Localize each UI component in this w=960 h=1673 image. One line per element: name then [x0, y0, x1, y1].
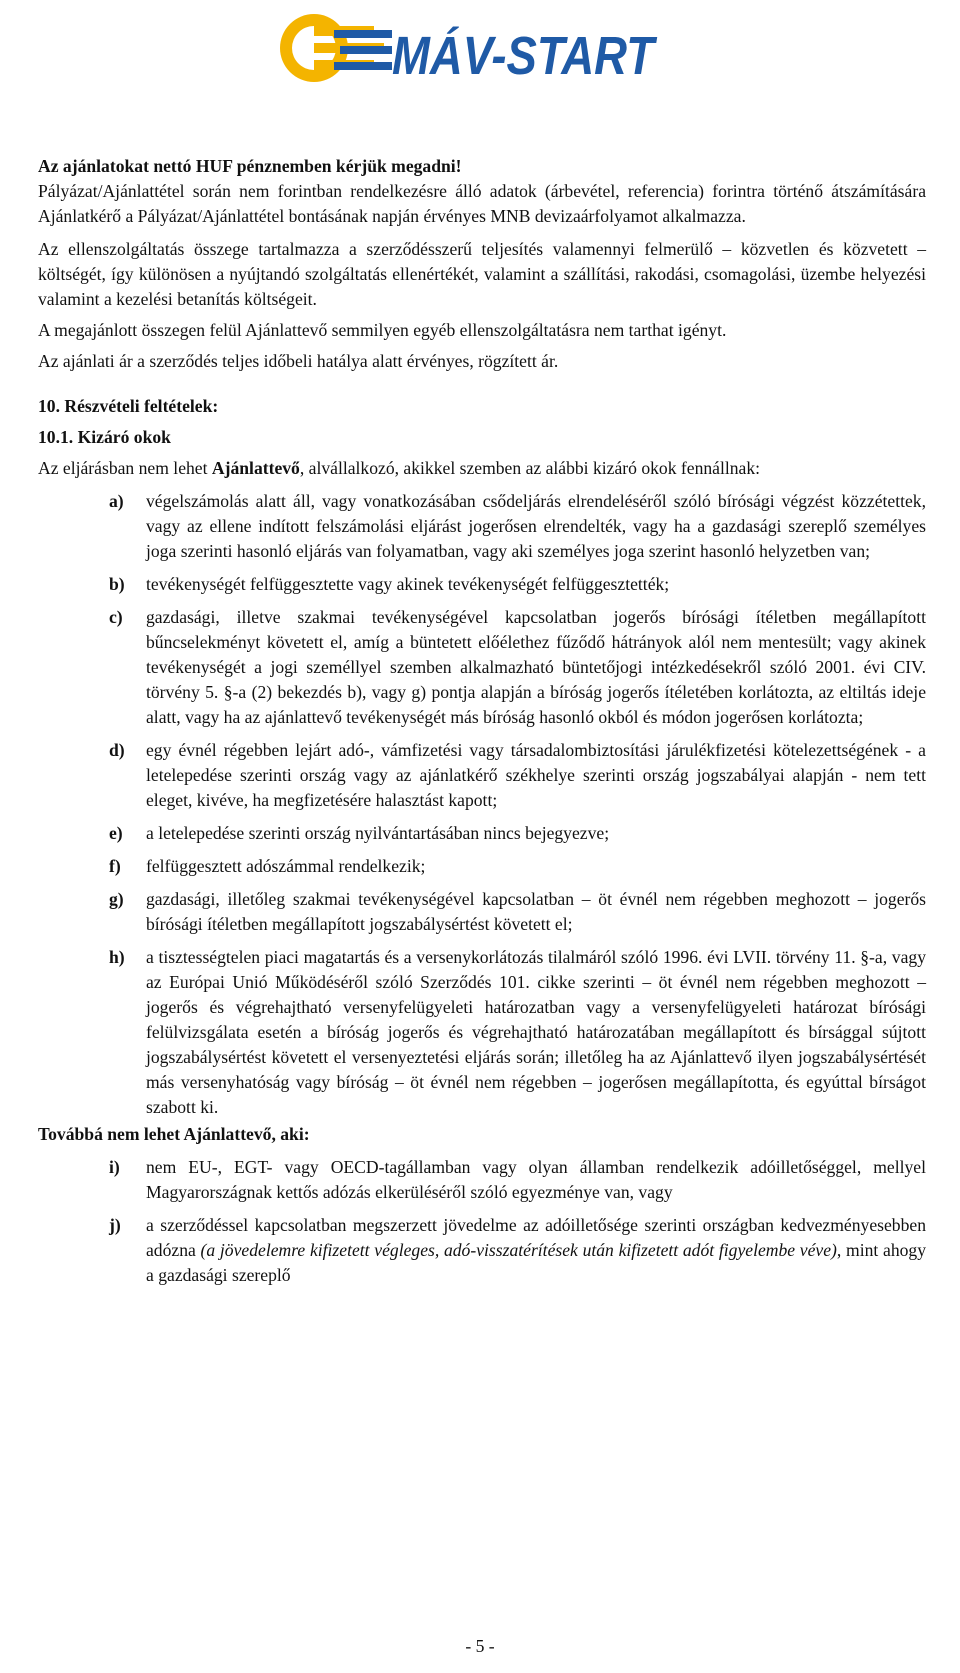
intro-bold: Ajánlattevő	[211, 458, 300, 478]
mav-start-logo-icon	[274, 6, 674, 90]
list-item	[38, 738, 926, 813]
exclusion-intro	[38, 456, 926, 481]
paragraph-fixed-price: Az ajánlati ár a szerződés teljes időbeli hatálya alatt érvényes, rögzített ár.	[38, 351, 559, 371]
list-text: tevékenységét felfüggesztette vagy akinek tevékenységét felfüggesztették;	[146, 574, 670, 594]
list-text: gazdasági, illetőleg szakmai tevékenységével kapcsolatban – öt évnél nem régebben meghozott – jogerős bírósági ítéletben megállapított jogszabálysértést követett el;	[146, 889, 926, 934]
list-label: h)	[109, 947, 125, 967]
list-label: c)	[109, 607, 123, 627]
list-text: a tisztességtelen piaci magatartás és a versenykorlátozás tilalmáról szóló 1996. évi LVII. törvény 11. §-a, vagy az Európai Unió Működéséről szóló Szerződés 101. cikke szerinti – öt évnél nem régebben meghozott – jogerős és végrehajtható versenyfelügyeleti határozatban vagy a versenyfelügyeleti határozat bírósági felülvizsgálata esetén a bíróság jogerős és végrehajtható határozatában megállapított és bírsággal sújtott jogszabálysértést követett el versenyeztetési eljárás során; illetőleg ha az Ajánlattevő ilyen jogszabálysértését más versenyhatóság vagy bíróság – öt évnél nem régebben – jogerősen megállapította, és egyúttal bírságot szabott ki.	[146, 947, 926, 1117]
list-text: felfüggesztett adószámmal rendelkezik;	[146, 856, 426, 876]
document-body	[38, 154, 926, 1288]
paragraph-consideration: Az ellenszolgáltatás összege tartalmazza a szerződésszerű teljesítés valamennyi felmerülő – közvetlen és közvetett – költségét, így különösen a nyújtandó szolgáltatás ellenértékét, valamint a szállítási, rakodási, csomagolási, üzembe helyezési valamint a kezelési betanítás költségeit.	[38, 239, 926, 309]
intro-post: , alvállalkozó, akikkel szemben az alábbi kizáró okok fennállnak:	[299, 458, 761, 478]
list-text	[146, 1213, 926, 1288]
logo-text: MÁV-START	[392, 26, 658, 86]
header-logo	[0, 0, 960, 100]
list-label: i)	[109, 1157, 120, 1177]
list-text: végelszámolás alatt áll, vagy vonatkozásában csődeljárás elrendeléséről szóló bírósági végzést közzétettek, vagy az ellene indított felszámolási eljárást jogerősen elrendelték, vagy ha a gazdasági szereplő személyes joga szerinti hasonló eljárás van folyamatban, vagy aki személyes joga szerint hasonló helyzetben van;	[146, 491, 926, 561]
list-item	[38, 1155, 926, 1205]
item-j-post: , mint ahogy a gazdasági szereplő	[146, 1240, 927, 1285]
list-item	[38, 821, 926, 846]
list-label: f)	[109, 856, 121, 876]
list-item	[38, 854, 926, 879]
list-label: b)	[109, 574, 125, 594]
list-text: a letelepedése szerinti ország nyilvántartásában nincs bejegyezve;	[146, 823, 610, 843]
list-text: egy évnél régebben lejárt adó-, vámfizetési vagy társadalombiztosítási járulékfizetési kötelezettségének - a letelepedése szerinti ország vagy az ajánlatkérő székhelye szerinti ország jogszabályai alapján - nem tett eleget, kivéve, ha megfizetésére halasztást kapott;	[146, 740, 926, 810]
section-10-1-title: 10.1. Kizáró okok	[38, 427, 171, 447]
list-item	[38, 945, 926, 1120]
list-item	[38, 1213, 926, 1288]
list-item	[38, 489, 926, 564]
list-item	[38, 887, 926, 937]
paragraph-no-claim: A megajánlott összegen felül Ajánlattevő semmilyen egyéb ellenszolgáltatásra nem tarthat igényt.	[38, 320, 727, 340]
list-text: nem EU-, EGT- vagy OECD-tagállamban vagy olyan államban rendelkezik adóilletőséggel, mellyel Magyarországnak kettős adózás elkerüléséről szóló egyezménye van, vagy	[146, 1157, 926, 1202]
intro-pre: Az eljárásban nem lehet	[38, 458, 212, 478]
heading: Az ajánlatokat nettó HUF pénznemben kérjük megadni!	[38, 156, 462, 176]
list-label: d)	[109, 740, 125, 760]
item-j-pre: a szerződéssel kapcsolatban megszerzett jövedelme az adóilletősége szerinti országban kedvezményesebben adózna	[146, 1215, 926, 1260]
list-label: j)	[109, 1215, 121, 1235]
item-j-italic: (a jövedelemre kifizetett végleges, adó-visszatérítések után kifizetett adót figyelembe véve)	[200, 1240, 837, 1260]
list-item	[38, 572, 926, 597]
list-item	[38, 605, 926, 730]
paragraph-exchange-rate: Pályázat/Ajánlattétel során nem forintban rendelkezésre álló adatok (árbevétel, referencia) forintra történő átszámítására Ajánlatkérő a Pályázat/Ajánlattétel bontásának napján érvényes MNB devizaárfolyamot alkalmazza.	[38, 181, 926, 226]
list-label: g)	[109, 889, 124, 909]
list-text: gazdasági, illetve szakmai tevékenységével kapcsolatban jogerős bírósági ítéletben megállapított bűncselekményt követett el, amíg a büntetett előélethez fűződő hátrányok alól nem mentesült; vagy akinek tevékenységét a jogi személlyel szemben alkalmazható büntetőjogi intézkedésekről szóló 2001. évi CIV. törvény 5. §-a (2) bekezdés b), vagy g) pontja alapján a bíróság jogerős ítéletében korlátozta, az eltiltás ideje alatt, vagy ha az ajánlattevő tevékenységét más bíróság hasonló okból és módon jogerősen korlátozta;	[146, 607, 926, 727]
further-heading: Továbbá nem lehet Ajánlattevő, aki:	[38, 1124, 310, 1144]
list-label: e)	[109, 823, 123, 843]
list-label: a)	[109, 491, 124, 511]
section-10-title: 10. Részvételi feltételek:	[38, 396, 219, 416]
page-number: - 5 -	[465, 1636, 495, 1656]
